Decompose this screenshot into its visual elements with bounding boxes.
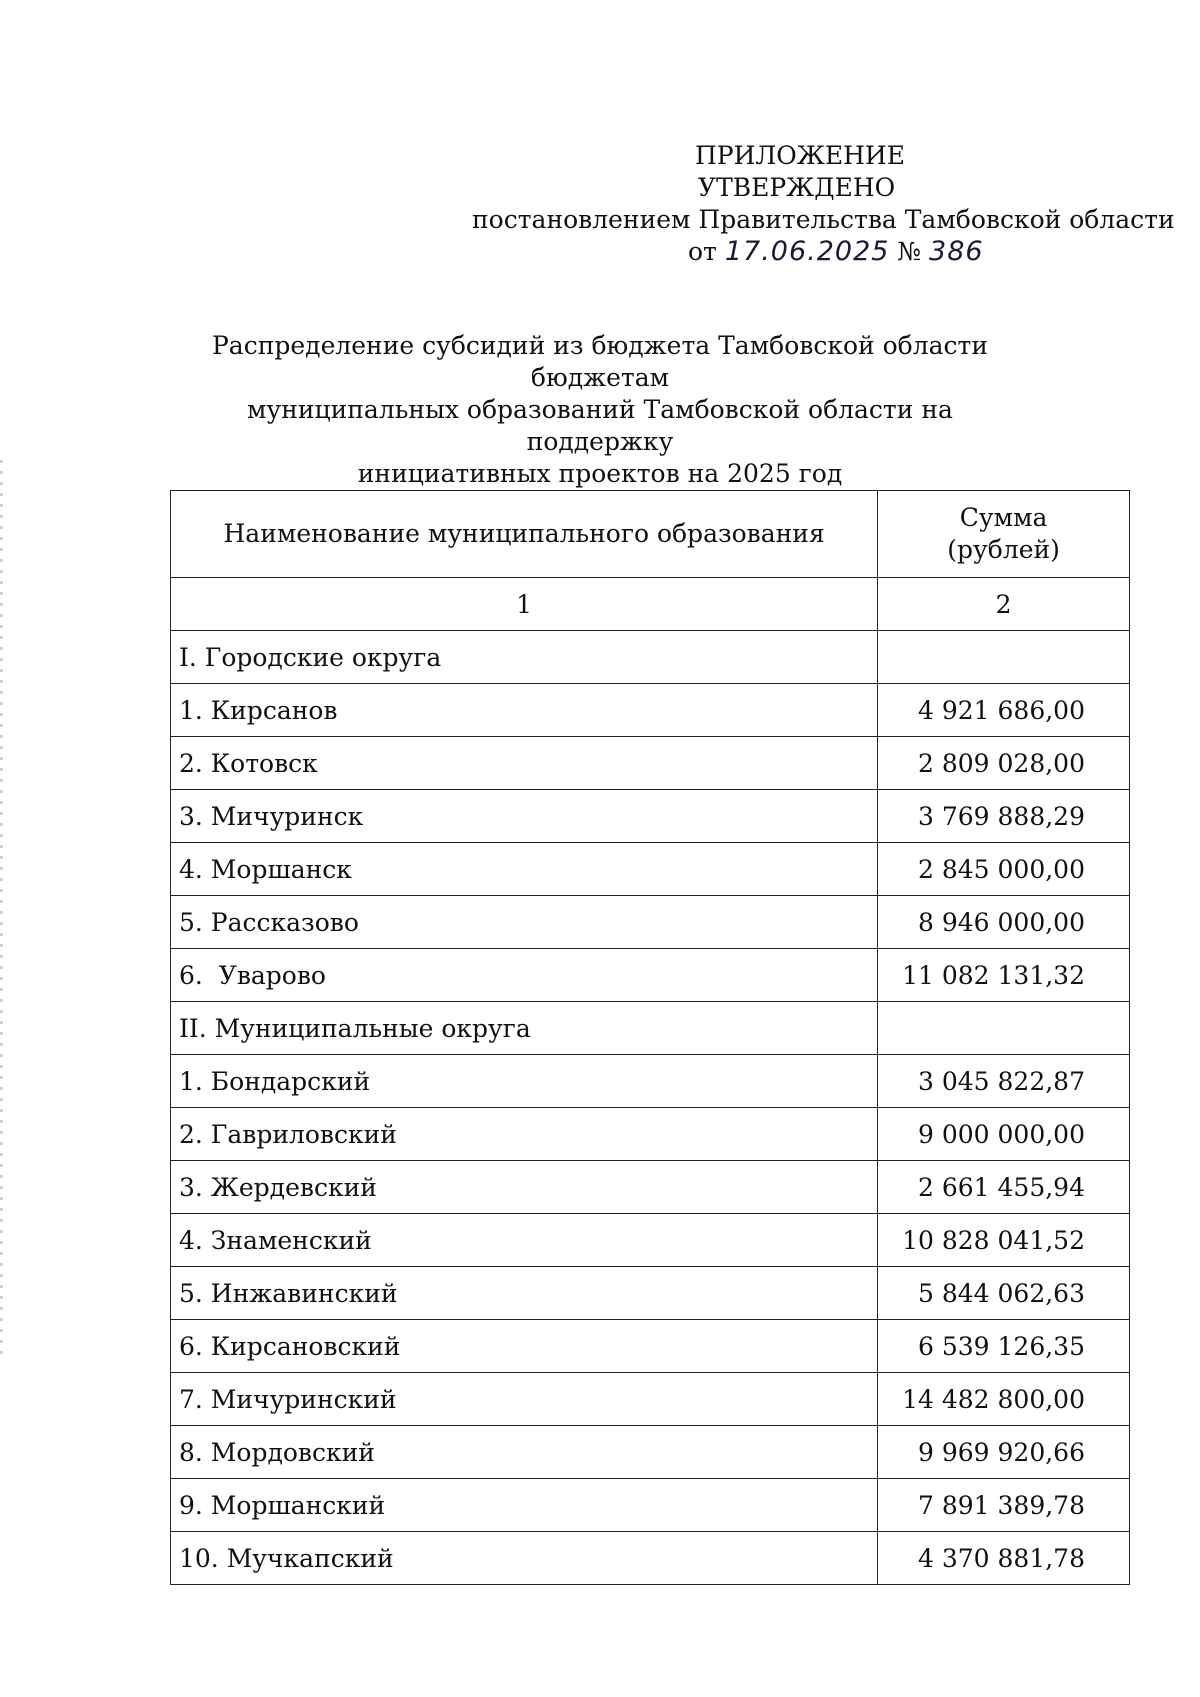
appendix-label: ПРИЛОЖЕНИЕ xyxy=(695,141,905,170)
table-row xyxy=(171,1373,1130,1426)
subsidy-amount: 3 769 888,29 xyxy=(878,790,1130,843)
subsidy-table xyxy=(170,490,1130,1585)
table-row xyxy=(171,1055,1130,1108)
subsidy-table-body xyxy=(171,491,1130,1585)
table-row xyxy=(171,949,1130,1002)
table-row xyxy=(171,1479,1130,1532)
table-row xyxy=(171,631,1130,684)
municipality-name: 8. Мордовский xyxy=(171,1426,878,1479)
municipality-name: 1. Бондарский xyxy=(171,1055,878,1108)
municipality-name: 4. Моршанск xyxy=(171,843,878,896)
municipality-name: 9. Моршанский xyxy=(171,1479,878,1532)
document-title xyxy=(180,330,1020,490)
subsidy-amount: 11 082 131,32 xyxy=(878,949,1130,1002)
table-row xyxy=(171,1161,1130,1214)
table-row xyxy=(171,684,1130,737)
municipality-name: 4. Знаменский xyxy=(171,1214,878,1267)
subsidy-amount: 2 661 455,94 xyxy=(878,1161,1130,1214)
table-row xyxy=(171,790,1130,843)
header-sum-cell xyxy=(878,491,1130,578)
subsidy-amount: 9 969 920,66 xyxy=(878,1426,1130,1479)
municipality-name: 7. Мичуринский xyxy=(171,1373,878,1426)
subsidy-amount: 3 045 822,87 xyxy=(878,1055,1130,1108)
subsidy-amount xyxy=(878,631,1130,684)
decree-date-line xyxy=(440,236,1120,268)
municipality-name: 5. Инжавинский xyxy=(171,1267,878,1320)
municipality-name: 10. Мучкапский xyxy=(171,1532,878,1585)
municipality-name: 5. Рассказово xyxy=(171,896,878,949)
column-number-2: 2 xyxy=(878,578,1130,631)
column-number-row xyxy=(171,578,1130,631)
municipality-name: 2. Котовск xyxy=(171,737,878,790)
number-sign: № xyxy=(897,237,922,266)
subsidy-amount: 7 891 389,78 xyxy=(878,1479,1130,1532)
date-prefix: от xyxy=(688,237,717,266)
header-sum-line1: Сумма xyxy=(959,503,1048,532)
subsidy-amount: 6 539 126,35 xyxy=(878,1320,1130,1373)
title-line-1: Распределение субсидий из бюджета Тамбовской области бюджетам xyxy=(211,331,988,392)
header-name-cell: Наименование муниципального образования xyxy=(171,491,878,578)
approval-block xyxy=(440,140,1175,268)
table-row xyxy=(171,1320,1130,1373)
subsidy-amount: 8 946 000,00 xyxy=(878,896,1130,949)
table-row xyxy=(171,896,1130,949)
municipality-name: 6. Кирсановский xyxy=(171,1320,878,1373)
table-row xyxy=(171,843,1130,896)
subsidy-amount: 9 000 000,00 xyxy=(878,1108,1130,1161)
decree-number: 386 xyxy=(929,236,984,267)
scan-edge-artifact xyxy=(0,460,3,1360)
municipality-name: I. Городские округа xyxy=(171,631,878,684)
subsidy-amount: 2 845 000,00 xyxy=(878,843,1130,896)
subsidy-amount xyxy=(878,1002,1130,1055)
table-row xyxy=(171,1426,1130,1479)
table-row xyxy=(171,737,1130,790)
municipality-name: 6. Уварово xyxy=(171,949,878,1002)
title-line-2: муниципальных образований Тамбовской области на поддержку xyxy=(247,395,953,456)
municipality-name: 2. Гавриловский xyxy=(171,1108,878,1161)
header-sum-line2: (рублей) xyxy=(947,535,1060,564)
municipality-name: II. Муниципальные округа xyxy=(171,1002,878,1055)
municipality-name: 1. Кирсанов xyxy=(171,684,878,737)
title-line-3: инициативных проектов на 2025 год xyxy=(357,459,843,488)
table-row xyxy=(171,1108,1130,1161)
subsidy-amount: 14 482 800,00 xyxy=(878,1373,1130,1426)
municipality-name: 3. Мичуринск xyxy=(171,790,878,843)
municipality-name: 3. Жердевский xyxy=(171,1161,878,1214)
subsidy-amount: 2 809 028,00 xyxy=(878,737,1130,790)
table-row xyxy=(171,1002,1130,1055)
subsidy-amount: 5 844 062,63 xyxy=(878,1267,1130,1320)
subsidy-amount: 4 921 686,00 xyxy=(878,684,1130,737)
table-row xyxy=(171,1532,1130,1585)
subsidy-amount: 4 370 881,78 xyxy=(878,1532,1130,1585)
subsidy-amount: 10 828 041,52 xyxy=(878,1214,1130,1267)
decree-label: постановлением Правительства Тамбовской области xyxy=(472,205,1175,234)
decree-date: 17.06.2025 xyxy=(724,236,890,267)
table-header-row xyxy=(171,491,1130,578)
column-number-1: 1 xyxy=(171,578,878,631)
table-row xyxy=(171,1214,1130,1267)
approved-label: УТВЕРЖДЕНО xyxy=(698,173,896,202)
table-row xyxy=(171,1267,1130,1320)
